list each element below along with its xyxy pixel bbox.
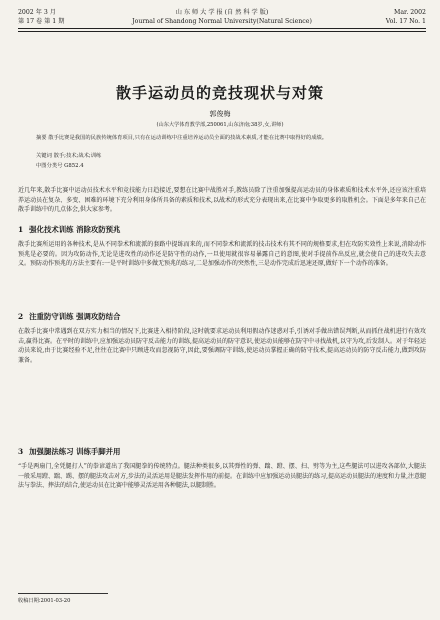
article-author: 郭俊梅 [209, 110, 231, 118]
section-1-paragraph: 散手比赛所运用的各种技术,是从不同拳术和流派的套路中提练而来的,而不同拳术和流派的技击技术有其不同的规格要求,但在攻防实效性上来说,消除动作预兆是必要的。因为攻防动作,无论是进攻性的动作还是防守性的动作,一旦使用就很容易暴露自己的意图,使对手提前作出反应,就会使自己的进攻失去意义。预防动作预兆的方法主要有:一是平时训练中多做无预兆的练习,二是加强动作的突然性,三是动作完成后迅速还原,做好下一个动作的准备。 [18, 241, 426, 268]
footnote-rule [18, 593, 108, 594]
abstract: 摘要 散手比赛是我国的民族传统体育项目,只有在运动训练中注重培养运动员全面的技战术素质,才能在比赛中取得好的成绩。 [36, 135, 328, 141]
journal-name-zh: 山 东 师 大 学 报 (自 然 科 学 版) [175, 9, 269, 16]
header-volume-en: Vol. 17 No. 1 [385, 18, 426, 25]
section-heading-2 [18, 311, 426, 322]
section-number: 1 [18, 225, 24, 234]
received-date-footnote: 收稿日期:2001-03-20 [18, 598, 71, 604]
header-rule [18, 28, 426, 29]
header-date-zh: 2002 年 3 月 [18, 9, 56, 16]
section-2-paragraph: 在散手比赛中常遇到在双方实力相当的情况下,比赛进入相持阶段,这时就要求运动员利用假动作迷惑对手,引诱对手做出错误判断,从而抓住战机进行有效攻击,赢得比赛。在平时的训练中,应加强运动员防守反击能力的训练,提高运动员的防守意识,使运动员能够在防守中寻找战机,以守为攻,后发制人。对于年轻运动员来说,由于比赛经验不足,往往在比赛中只顾进攻而忽视防守,因此,要强调防守训练,使运动员掌握正确的防守技术,提高运动员的防守反击能力,做到攻防兼备。 [18, 328, 426, 364]
section-title: 强化技术训练 消除攻防预兆 [29, 225, 121, 234]
section-number: 3 [18, 447, 24, 456]
intro-paragraph: 近几年来,散手比赛中运动员技术水平和竞技能力日趋接近,要想在比赛中战胜对手,教练员除了注重加强提高运动员的身体素质和技术水平外,还应该注重培养运动员在复杂、多变、困难的环境下充分利用身体所具备的素质和技术,以战术的形式充分表现出来,在比赛中争取更多的取胜机会。下面是多年来自己在散手训练中的几点体会,供大家参考。 [18, 187, 426, 214]
section-title: 加强腿法练习 训练手脚并用 [29, 447, 121, 456]
section-title: 注重防守训练 强调攻防结合 [29, 312, 121, 321]
section-number: 2 [18, 312, 24, 321]
author-affiliation: (山东大学体育教学部,250061,山东济南;38岁,女,讲师) [156, 122, 284, 128]
journal-name-en: Journal of Shandong Normal University(Natural Science) [132, 18, 312, 25]
header-issue-en [386, 8, 426, 26]
header-date-en: Mar. 2002 [394, 9, 426, 16]
classification-number: 中图分类号 G852.4 [36, 163, 84, 169]
section-heading-3 [18, 446, 426, 457]
header-rule-thin [18, 31, 426, 32]
keywords: 关键词 散手;技术;战术;训练 [36, 153, 102, 159]
header-volume-zh: 第 17 卷 第 1 期 [18, 18, 65, 25]
section-3-paragraph: “手是两扇门,全凭腿打人”的拳谚道出了我国腿拳的传统特点。腿法种类很多,以其弹性的弹、踹、蹬、摆、扫、劈等为主,这些腿法可以进攻各部位,大腿法一般采用蹬、踹、踢、摆的腿法攻击对方,步法的灵活运用是腿法发挥作用的前提。在训练中应加强运动员腿法的练习,提高运动员腿法的速度和力量,注意腿法与拳法、摔法的结合,使运动员在比赛中能够灵活运用各种腿法,以腿制胜。 [18, 463, 426, 490]
article-title: 散手运动员的竞技现状与对策 [115, 84, 324, 102]
header-journal-name [18, 8, 426, 26]
section-heading-1 [18, 224, 426, 235]
